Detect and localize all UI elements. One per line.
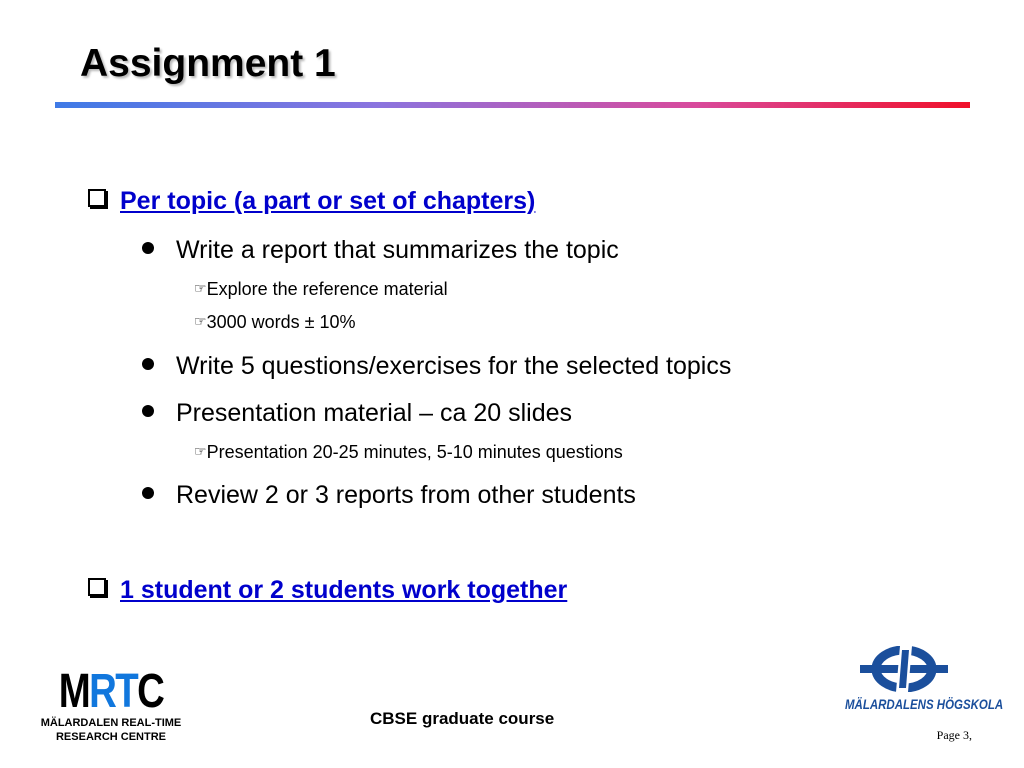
bullet-text: Explore the reference material bbox=[206, 279, 448, 299]
pointing-hand-icon: ☞ bbox=[194, 314, 207, 330]
pointing-hand-icon: ☞ bbox=[194, 281, 207, 297]
bullet-text: Per topic (a part or set of chapters) bbox=[120, 187, 536, 215]
bullet-level3 bbox=[194, 313, 356, 331]
bullet-level1 bbox=[88, 578, 567, 603]
mrtc-wordmark: MRTC bbox=[58, 665, 164, 718]
bullet-text: Write a report that summarizes the topic bbox=[176, 236, 619, 264]
bullet-text: 1 student or 2 students work together bbox=[120, 576, 568, 604]
pointing-hand-icon: ☞ bbox=[194, 444, 207, 460]
bullet-text: 3000 words ± 10% bbox=[206, 312, 356, 332]
mdh-name: MÄLARDALENS HÖGSKOLA bbox=[844, 696, 1004, 712]
title-gradient-rule bbox=[55, 102, 970, 108]
disc-bullet-icon bbox=[142, 405, 154, 417]
slide-title: Assignment 1 bbox=[80, 42, 336, 85]
bullet-level2 bbox=[142, 401, 572, 426]
bullet-text: Review 2 or 3 reports from other students bbox=[176, 481, 636, 509]
square-bullet-icon bbox=[88, 578, 106, 596]
bullet-level1 bbox=[88, 189, 535, 214]
page-number: Page 3, bbox=[936, 728, 972, 742]
bullet-text: Presentation 20-25 minutes, 5-10 minutes questions bbox=[206, 442, 623, 462]
disc-bullet-icon bbox=[142, 358, 154, 370]
square-bullet-icon bbox=[88, 189, 106, 207]
bullet-level3 bbox=[194, 280, 448, 298]
disc-bullet-icon bbox=[142, 242, 154, 254]
bullet-text: Write 5 questions/exercises for the selected topics bbox=[176, 352, 732, 380]
mrtc-name-line2: RESEARCH CENTRE bbox=[55, 731, 166, 743]
mdh-logo bbox=[832, 646, 1004, 712]
bullet-text: Presentation material – ca 20 slides bbox=[176, 399, 573, 427]
footer-course: CBSE graduate course bbox=[370, 709, 555, 728]
bullet-level2 bbox=[142, 238, 619, 263]
bullet-level3 bbox=[194, 443, 623, 461]
bullet-level2 bbox=[142, 483, 636, 508]
mrtc-logo bbox=[38, 665, 184, 744]
mrtc-name-line1: MÄLARDALEN REAL-TIME bbox=[40, 717, 182, 729]
mdh-emblem-icon bbox=[856, 646, 952, 692]
bullet-level2 bbox=[142, 354, 731, 379]
disc-bullet-icon bbox=[142, 487, 154, 499]
